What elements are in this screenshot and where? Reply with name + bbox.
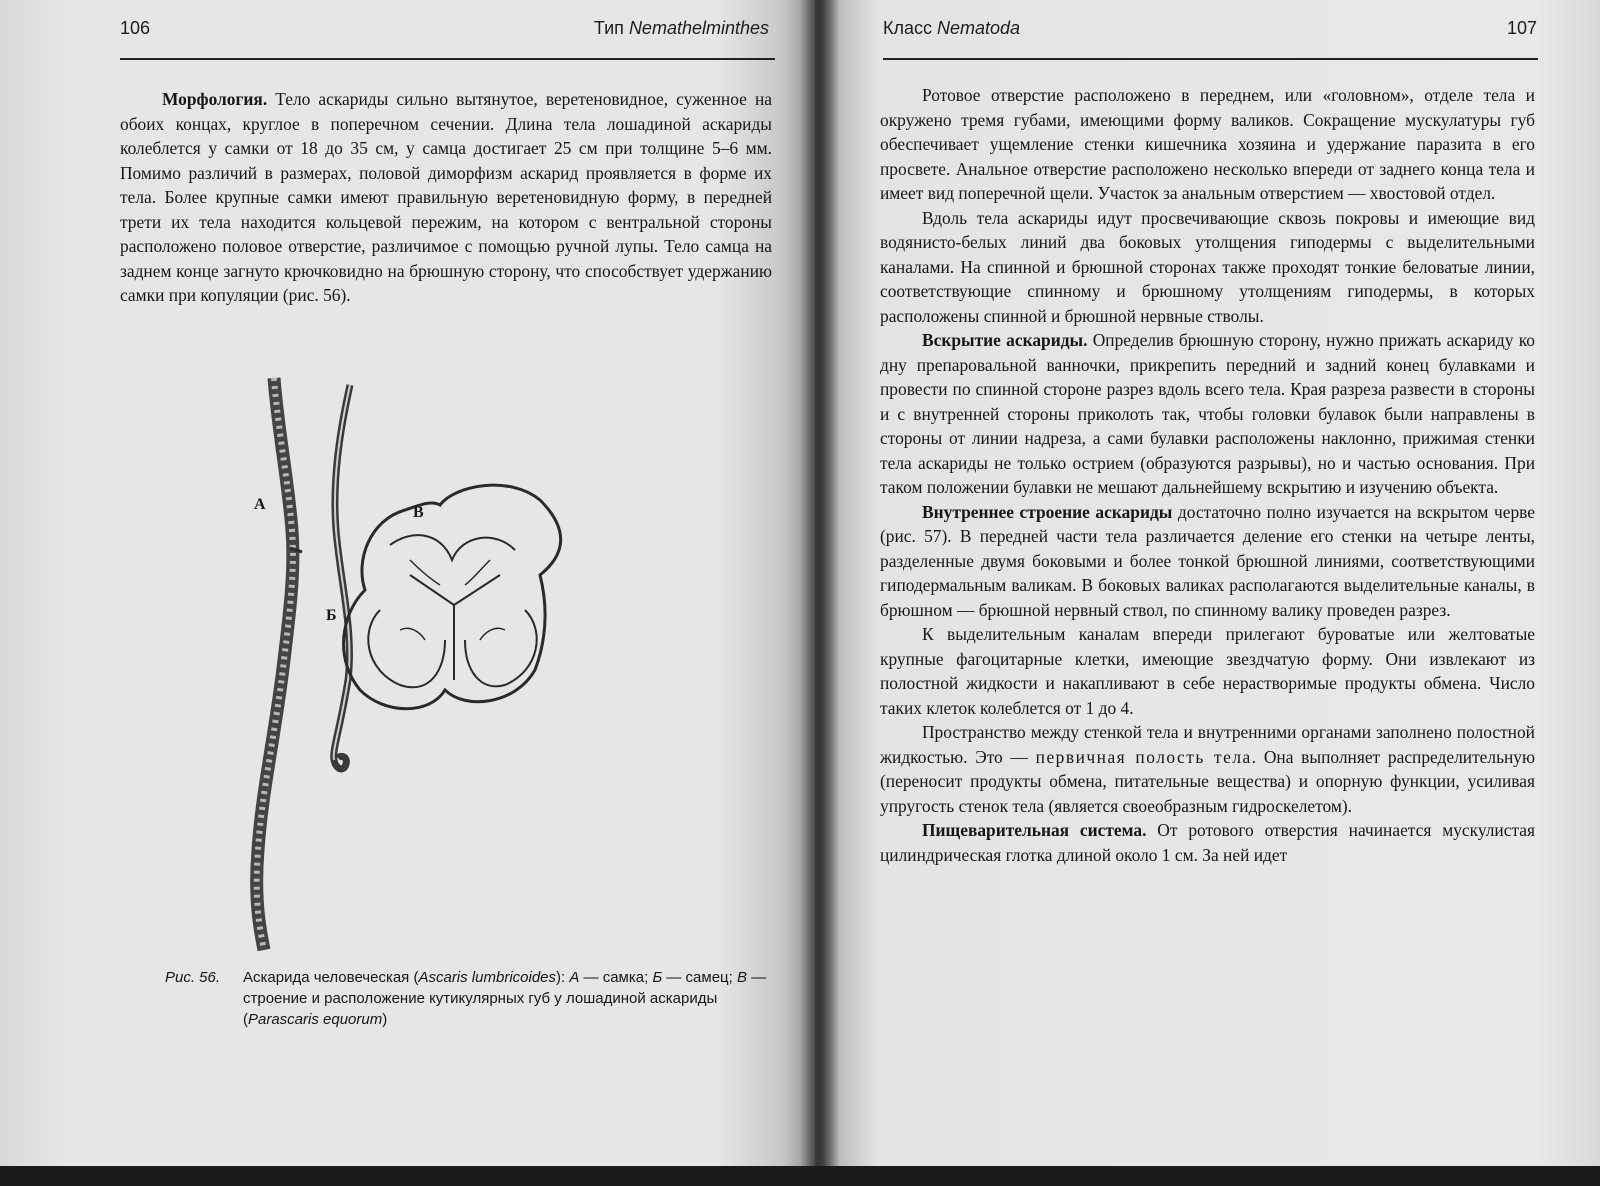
caption-label: Рис. 56. xyxy=(165,969,221,986)
figure-label-a: А xyxy=(254,496,266,513)
internal-structure-paragraph: Внутреннее строение аскариды достаточно полно изучается на вскрытом черве (рис. 57). В передней части тела различается деление его стенки на четыре ленты, разделенные двумя боковыми и более тонкой брюшной линиями, соответствующими гиподермальным валикам. В боковых валиках располагаются выделительные каналы, в брюшном — брюшной нервный ствол, по спинному валику проведен разрез. xyxy=(880,501,1536,620)
right-page xyxy=(815,0,1600,1166)
lines-paragraph: Вдоль тела аскариды идут просвечивающие сквозь покровы и имеющие вид водянисто-белых линий два боковых утолщения гиподермы с выделительными каналами. На спинной и брюшной сторонах также проходят тонкие беловатые линии, соответствующие спинному и брюшному утолщениям гиподермы, в которых расположены спинной и брюшной нервные стволы. xyxy=(880,207,1535,326)
caption-text: Аскарида человеческая (Ascaris lumbricoides): А — самка; Б — самец; В — строение и расположение кутикулярных губ у лошадиной аскариды (Parascaris equorum) xyxy=(243,969,767,1028)
morphology-heading: Морфология. xyxy=(162,89,268,109)
right-page-number: 107 xyxy=(1507,18,1538,38)
phagocytic-cells-paragraph: К выделительным каналам впереди прилегают буроватые или желтоватые крупные фагоцитарные клетки, имеющие звездчатую форму. Они извлекают из полостной жидкости и накапливают в себе нерастворимые продукты обмена. Число таких клеток колеблется от 1 до 4. xyxy=(880,624,1535,718)
mouth-paragraph: Ротовое отверстие расположено в переднем, или «головном», отделе тела и окружено тремя губами, имеющими форму валиков. Сокращение мускулатуры губ обеспечивает ущемление стенки кишечника хозяина и удержание паразита в его просвете. Анальное отверстие расположено несколько впереди от заднего конца тела и имеет вид поперечной щели. Участок за анальным отверстием — хвостовой отдел. xyxy=(880,85,1535,203)
male-worm-drawing xyxy=(334,385,350,769)
right-header-rule xyxy=(883,58,1538,60)
left-morphology-paragraph xyxy=(120,87,772,308)
right-text-column xyxy=(880,83,1535,867)
digestive-system-paragraph: Пищеварительная система. От ротового отверстия начинается мускулистая цилиндрическая глотка длиной около 1 см. За ней идет xyxy=(880,820,1535,865)
figure-label-v: В xyxy=(413,504,424,521)
left-running-head: Тип Nemathelminthes xyxy=(593,18,769,38)
female-worm-drawing xyxy=(257,378,302,950)
figure-label-b: Б xyxy=(326,607,337,624)
dissection-paragraph: Вскрытие аскариды. Определив брюшную сторону, нужно прижать аскариду ко дну препаровальной ванночки, прикрепить передний и задний конец булавками и провести по спинной стороне разрез вдоль всего тела. Края разреза развести в стороны и с внутренней стороны приколоть так, чтобы головки булавок были направлены в стороны от линии надреза, а сами булавки расположены наклонно, прижимая стенки тела аскариды не только острием (образуются разрывы), но и частью основания. При таком положении булавки не мешают дальнейшему вскрытию и изучению объекта. xyxy=(880,330,1535,497)
book-gutter xyxy=(800,0,840,1166)
left-page-number: 106 xyxy=(120,18,151,38)
body-cavity-paragraph: Пространство между стенкой тела и внутренними органами заполнено полостной жидкостью. Это — первичная полость тела. Она выполняет распределительную (переносит продукты обмена, питательные вещества) и опорную функции, усиливая упругость стенок тела (является своеобразным гидроскелетом). xyxy=(880,722,1535,816)
morphology-text: Тело аскариды сильно вытянутое, веретеновидное, суженное на обоих концах, круглое в поперечном сечении. Длина тела лошадиной аскариды колеблется у самки от 18 до 35 см, у самца достигает 25 см при толщине 5–6 мм. Помимо различий в размерах, половой диморфизм аскарид проявляется в форме их тела. Более крупные самки имеют правильную веретеновидную форму, в передней трети их тела находится кольцевой пережим, на котором с вентральной стороны расположено половое отверстие, различимое с помощью ручной лупы. Тело самца на заднем конце загнуто крючковидно на брюшную сторону, что способствует удержанию самки при копуляции (рис. 56). xyxy=(120,89,772,305)
ascaris-illustration xyxy=(240,370,780,960)
figure-56 xyxy=(240,370,780,960)
lips-cross-section-drawing xyxy=(344,485,561,709)
left-header-rule xyxy=(120,58,775,60)
right-running-head: Класс Nematoda xyxy=(883,18,1021,38)
